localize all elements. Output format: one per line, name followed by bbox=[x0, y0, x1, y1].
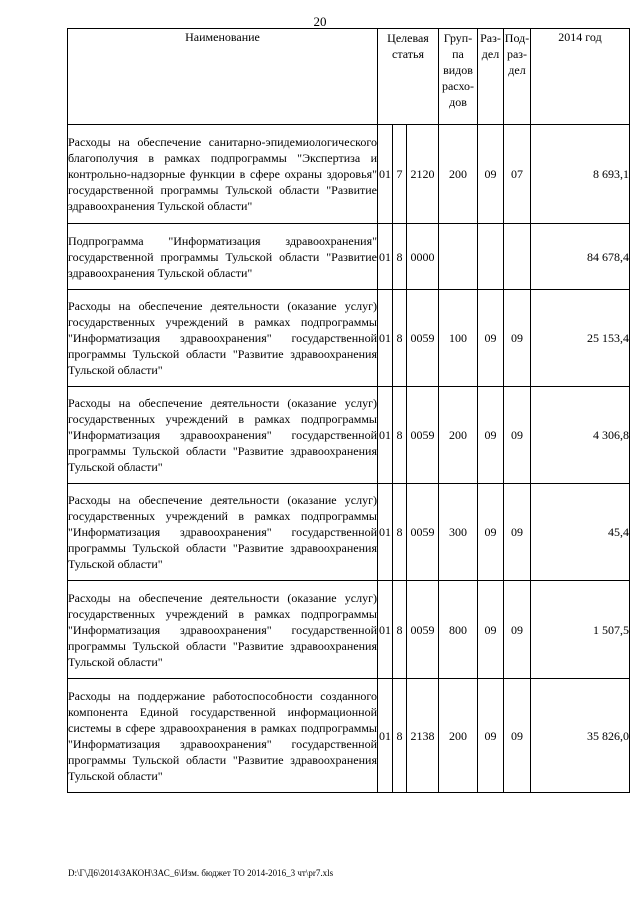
row-target-1: 01 bbox=[378, 679, 393, 793]
row-name: Подпрограмма "Информатизация здравоохранения" государственной программы Тульской области "Развитие здравоохранения Тульской области" bbox=[68, 224, 378, 290]
row-target-2: 8 bbox=[393, 484, 407, 581]
row-name: Расходы на поддержание работоспособности созданного компонента Единой государственной информационной системы в сфере здравоохранения в рамках подпрограммы "Информатизация здравоохранения" государственной программы Тульской области "Развитие здравоохранения Тульской области" bbox=[68, 679, 378, 793]
row-subsection: 09 bbox=[504, 484, 531, 581]
row-subsection: 09 bbox=[504, 290, 531, 387]
table-row bbox=[68, 679, 630, 793]
row-target-1: 01 bbox=[378, 581, 393, 679]
page-number: 20 bbox=[313, 14, 327, 29]
row-section: 09 bbox=[478, 290, 504, 387]
table-row bbox=[68, 484, 630, 581]
row-section: 09 bbox=[478, 484, 504, 581]
row-subsection: 07 bbox=[504, 125, 531, 224]
header-group: Груп-па видов расхо-дов bbox=[439, 29, 478, 125]
row-group: 200 bbox=[439, 679, 478, 793]
row-target-1: 01 bbox=[378, 224, 393, 290]
header-year: 2014 год bbox=[531, 29, 630, 125]
row-group: 800 bbox=[439, 581, 478, 679]
row-subsection: 09 bbox=[504, 679, 531, 793]
row-subsection: 09 bbox=[504, 581, 531, 679]
row-target-2: 8 bbox=[393, 224, 407, 290]
row-section bbox=[478, 224, 504, 290]
header-name: Наименование bbox=[68, 29, 378, 125]
row-name: Расходы на обеспечение деятельности (оказание услуг) государственных учреждений в рамках подпрограммы "Информатизация здравоохранения" государственной программы Тульской области "Развитие здравоохранения Тульской области" bbox=[68, 484, 378, 581]
row-target-1: 01 bbox=[378, 484, 393, 581]
row-amount: 4 306,8 bbox=[531, 387, 630, 484]
row-group: 100 bbox=[439, 290, 478, 387]
row-group bbox=[439, 224, 478, 290]
row-target-1: 01 bbox=[378, 125, 393, 224]
table-row bbox=[68, 224, 630, 290]
row-amount: 45,4 bbox=[531, 484, 630, 581]
header-target: Целевая статья bbox=[378, 29, 439, 125]
row-target-2: 8 bbox=[393, 581, 407, 679]
row-group: 300 bbox=[439, 484, 478, 581]
row-group: 200 bbox=[439, 125, 478, 224]
row-target-3: 2138 bbox=[407, 679, 439, 793]
row-section: 09 bbox=[478, 387, 504, 484]
row-name: Расходы на обеспечение санитарно-эпидемиологического благополучия в рамках подпрограммы "Экспертиза и контрольно-надзорные функции в сфере охраны здоровья" государственной программы Тульской области "Развитие здравоохранения Тульской области" bbox=[68, 125, 378, 224]
row-amount: 35 826,0 bbox=[531, 679, 630, 793]
header-section: Раз-дел bbox=[478, 29, 504, 125]
row-amount: 84 678,4 bbox=[531, 224, 630, 290]
row-target-3: 2120 bbox=[407, 125, 439, 224]
row-target-2: 8 bbox=[393, 290, 407, 387]
row-amount: 1 507,5 bbox=[531, 581, 630, 679]
row-amount: 8 693,1 bbox=[531, 125, 630, 224]
table-row bbox=[68, 125, 630, 224]
table-row bbox=[68, 387, 630, 484]
row-section: 09 bbox=[478, 581, 504, 679]
row-section: 09 bbox=[478, 125, 504, 224]
row-target-1: 01 bbox=[378, 387, 393, 484]
row-target-2: 8 bbox=[393, 679, 407, 793]
row-target-3: 0059 bbox=[407, 290, 439, 387]
table-row bbox=[68, 290, 630, 387]
row-target-3: 0059 bbox=[407, 484, 439, 581]
row-subsection: 09 bbox=[504, 387, 531, 484]
header-subsection: Под-раз-дел bbox=[504, 29, 531, 125]
row-group: 200 bbox=[439, 387, 478, 484]
row-section: 09 bbox=[478, 679, 504, 793]
row-name: Расходы на обеспечение деятельности (оказание услуг) государственных учреждений в рамках подпрограммы "Информатизация здравоохранения" государственной программы Тульской области "Развитие здравоохранения Тульской области" bbox=[68, 387, 378, 484]
header-row bbox=[68, 29, 630, 125]
row-target-3: 0059 bbox=[407, 387, 439, 484]
budget-table bbox=[67, 28, 630, 793]
row-name: Расходы на обеспечение деятельности (оказание услуг) государственных учреждений в рамках подпрограммы "Информатизация здравоохранения" государственной программы Тульской области "Развитие здравоохранения Тульской области" bbox=[68, 290, 378, 387]
row-target-2: 8 bbox=[393, 387, 407, 484]
row-subsection bbox=[504, 224, 531, 290]
row-target-3: 0000 bbox=[407, 224, 439, 290]
row-amount: 25 153,4 bbox=[531, 290, 630, 387]
row-target-2: 7 bbox=[393, 125, 407, 224]
row-name: Расходы на обеспечение деятельности (оказание услуг) государственных учреждений в рамках подпрограммы "Информатизация здравоохранения" государственной программы Тульской области "Развитие здравоохранения Тульской области" bbox=[68, 581, 378, 679]
file-path-footer: D:\Г\Д6\2014\ЗАКОН\ЗАС_6\Изм. бюджет ТО 2014-2016_3 чт\pr7.xls bbox=[68, 868, 334, 878]
row-target-1: 01 bbox=[378, 290, 393, 387]
table-row bbox=[68, 581, 630, 679]
row-target-3: 0059 bbox=[407, 581, 439, 679]
